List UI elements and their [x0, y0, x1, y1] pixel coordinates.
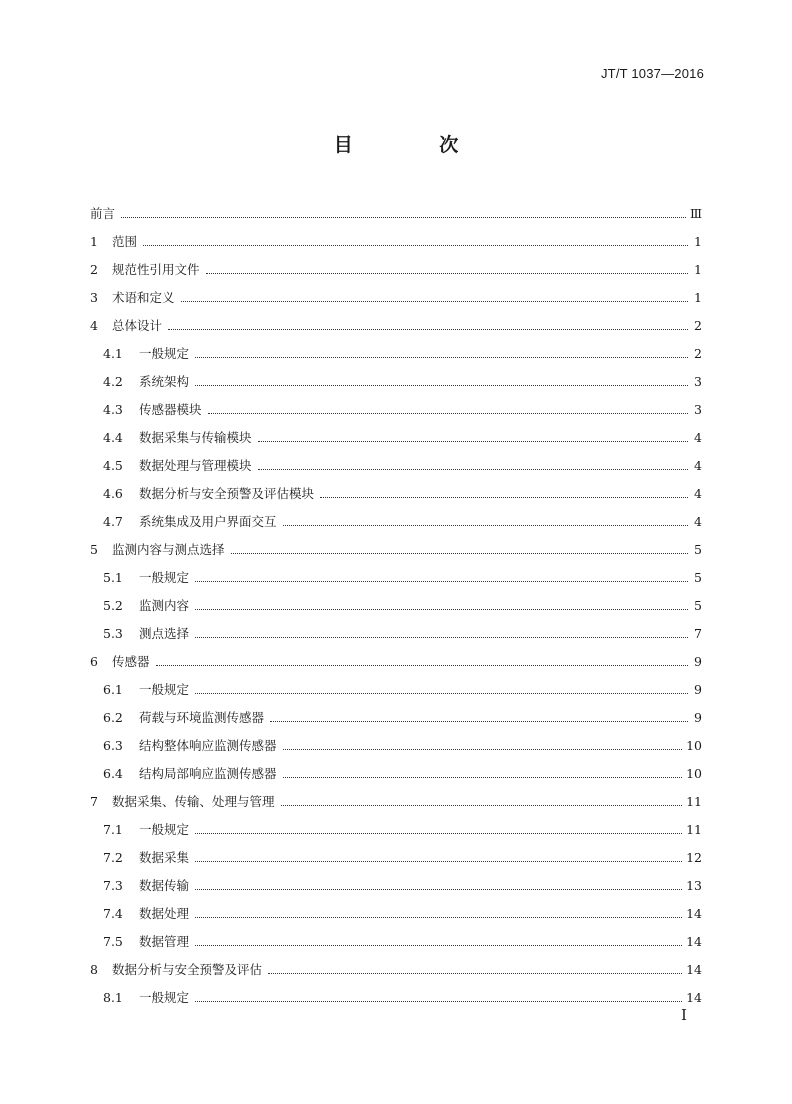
- toc-entry-number: 4.1: [103, 346, 123, 361]
- dot-leader: [320, 497, 688, 498]
- toc-entry-page: 11: [686, 794, 702, 809]
- dot-leader: [195, 833, 682, 834]
- toc-entry[interactable]: [90, 334, 702, 362]
- toc-entry-number: 3: [90, 290, 98, 305]
- toc-entry-label: 传感器: [112, 654, 150, 669]
- dot-leader: [195, 945, 682, 946]
- toc-entry[interactable]: [90, 306, 702, 334]
- toc-entry[interactable]: [90, 754, 702, 782]
- toc-entry-page: 3: [694, 374, 702, 389]
- toc-entry[interactable]: [90, 642, 702, 670]
- toc-entry-number: 5: [90, 542, 98, 557]
- dot-leader: [195, 861, 682, 862]
- dot-leader: [258, 469, 688, 470]
- toc-entry-label: 监测内容与测点选择: [112, 542, 225, 557]
- toc-entry[interactable]: [90, 390, 702, 418]
- toc-entry-number: 7: [90, 794, 98, 809]
- dot-leader: [195, 609, 688, 610]
- toc-entry-label: 传感器模块: [139, 402, 202, 417]
- toc-entry-label: 数据分析与安全预警及评估: [112, 962, 263, 977]
- dot-leader: [195, 581, 688, 582]
- toc-entry[interactable]: [90, 418, 702, 446]
- toc-entry-page: 13: [686, 878, 702, 893]
- toc-entry[interactable]: [90, 810, 702, 838]
- toc-entry-page: 5: [694, 542, 702, 557]
- dot-leader: [156, 665, 688, 666]
- toc-entry-number: 6.2: [103, 710, 123, 725]
- toc-entry-label: 荷载与环境监测传感器: [139, 710, 265, 725]
- toc-entry[interactable]: [90, 446, 702, 474]
- toc-entry-number: 8.1: [103, 990, 123, 1005]
- toc-entry-page: 9: [694, 710, 702, 725]
- toc-entry-label: 一般规定: [139, 682, 190, 697]
- standard-code: JT/T 1037—2016: [600, 66, 704, 81]
- dot-leader: [195, 889, 682, 890]
- toc-entry-page: 10: [686, 738, 702, 753]
- toc-entry-page: 1: [694, 262, 702, 277]
- dot-leader: [258, 441, 688, 442]
- toc-entry[interactable]: [90, 614, 702, 642]
- toc-entry-number: 5.2: [103, 598, 123, 613]
- toc-entry-label: 一般规定: [139, 990, 190, 1005]
- dot-leader: [208, 413, 688, 414]
- dot-leader: [181, 301, 688, 302]
- toc-entry-label: 前言: [90, 206, 116, 221]
- dot-leader: [268, 973, 682, 974]
- toc-entry-page: 1: [694, 290, 702, 305]
- toc-entry-page: 14: [686, 990, 702, 1005]
- toc-entry[interactable]: [90, 222, 702, 250]
- toc-entry-number: 4.6: [103, 486, 123, 501]
- toc-entry-label: 结构整体响应监测传感器: [139, 738, 277, 753]
- toc-entry-page: 4: [694, 486, 702, 501]
- toc-entry-label: 术语和定义: [112, 290, 175, 305]
- toc-entry-page: 7: [694, 626, 702, 641]
- toc-entry-label: 结构局部响应监测传感器: [139, 766, 277, 781]
- toc-entry-number: 6: [90, 654, 98, 669]
- toc-entry-label: 数据管理: [139, 934, 190, 949]
- toc-entry-label: 规范性引用文件: [112, 262, 200, 277]
- toc-entry-number: 4.7: [103, 514, 123, 529]
- dot-leader: [195, 357, 688, 358]
- toc-entry-page: 12: [686, 850, 702, 865]
- dot-leader: [283, 749, 683, 750]
- toc-entry-page: 10: [686, 766, 702, 781]
- toc-entry-page: Ⅲ: [689, 206, 702, 221]
- dot-leader: [195, 637, 688, 638]
- toc-entry-number: 6.3: [103, 738, 123, 753]
- toc-entry[interactable]: [90, 362, 702, 390]
- toc-entry-label: 数据处理与管理模块: [139, 458, 252, 473]
- toc-entry-label: 一般规定: [139, 346, 190, 361]
- toc-entry[interactable]: [90, 586, 702, 614]
- dot-leader: [168, 329, 688, 330]
- table-of-contents: [90, 194, 702, 1006]
- toc-entry-label: 一般规定: [139, 570, 190, 585]
- toc-entry[interactable]: [90, 278, 702, 306]
- toc-entry-number: 1: [90, 234, 98, 249]
- dot-leader: [143, 245, 688, 246]
- toc-entry-page: 14: [686, 934, 702, 949]
- toc-entry[interactable]: [90, 670, 702, 698]
- toc-entry-number: 4.3: [103, 402, 123, 417]
- toc-entry-page: 1: [694, 234, 702, 249]
- toc-entry-number: 7.4: [103, 906, 123, 921]
- toc-entry-number: 4.2: [103, 374, 123, 389]
- toc-entry-label: 测点选择: [139, 626, 190, 641]
- toc-entry-label: 数据传输: [139, 878, 190, 893]
- dot-leader: [195, 917, 682, 918]
- toc-entry[interactable]: [90, 838, 702, 866]
- toc-entry-label: 数据处理: [139, 906, 190, 921]
- dot-leader: [270, 721, 688, 722]
- toc-entry[interactable]: [90, 558, 702, 586]
- toc-entry-label: 系统架构: [139, 374, 190, 389]
- toc-entry[interactable]: [90, 194, 702, 222]
- toc-entry-label: 数据采集、传输、处理与管理: [112, 794, 275, 809]
- toc-entry-page: 5: [694, 598, 702, 613]
- toc-entry-number: 6.4: [103, 766, 123, 781]
- dot-leader: [121, 217, 686, 218]
- toc-entry-number: 7.5: [103, 934, 123, 949]
- page-number: I: [681, 1006, 687, 1024]
- dot-leader: [195, 1001, 682, 1002]
- toc-entry-label: 范围: [112, 234, 138, 249]
- toc-entry[interactable]: [90, 950, 702, 978]
- toc-entry[interactable]: [90, 530, 702, 558]
- toc-entry[interactable]: [90, 698, 702, 726]
- dot-leader: [283, 525, 688, 526]
- toc-entry-label: 总体设计: [112, 318, 163, 333]
- toc-entry-label: 数据采集与传输模块: [139, 430, 252, 445]
- toc-entry-number: 6.1: [103, 682, 123, 697]
- toc-entry-label: 数据采集: [139, 850, 190, 865]
- toc-entry[interactable]: [90, 894, 702, 922]
- toc-entry[interactable]: [90, 866, 702, 894]
- toc-entry-page: 9: [694, 682, 702, 697]
- toc-entry[interactable]: [90, 502, 702, 530]
- dot-leader: [231, 553, 688, 554]
- toc-entry[interactable]: [90, 922, 702, 950]
- toc-entry-number: 5.1: [103, 570, 123, 585]
- page-title: 目 次: [333, 134, 499, 156]
- toc-entry-page: 4: [694, 458, 702, 473]
- toc-entry-page: 2: [694, 318, 702, 333]
- toc-entry-number: 4.5: [103, 458, 123, 473]
- toc-entry-page: 9: [694, 654, 702, 669]
- toc-entry-number: 8: [90, 962, 98, 977]
- toc-entry[interactable]: [90, 250, 702, 278]
- toc-entry-page: 14: [686, 906, 702, 921]
- toc-entry-number: 2: [90, 262, 98, 277]
- toc-entry[interactable]: [90, 474, 702, 502]
- toc-entry-number: 5.3: [103, 626, 123, 641]
- dot-leader: [283, 777, 683, 778]
- toc-entry-page: 2: [694, 346, 702, 361]
- toc-entry-page: 3: [694, 402, 702, 417]
- toc-entry-label: 监测内容: [139, 598, 190, 613]
- toc-entry-page: 14: [686, 962, 702, 977]
- toc-entry-label: 系统集成及用户界面交互: [139, 514, 277, 529]
- toc-entry-number: 4: [90, 318, 98, 333]
- toc-entry-number: 7.3: [103, 878, 123, 893]
- toc-entry-label: 一般规定: [139, 822, 190, 837]
- toc-entry[interactable]: [90, 978, 702, 1006]
- dot-leader: [195, 693, 688, 694]
- toc-entry-number: 4.4: [103, 430, 123, 445]
- toc-entry-number: 7.1: [103, 822, 123, 837]
- dot-leader: [195, 385, 688, 386]
- toc-entry-label: 数据分析与安全预警及评估模块: [139, 486, 315, 501]
- toc-entry-number: 7.2: [103, 850, 123, 865]
- toc-entry[interactable]: [90, 726, 702, 754]
- toc-entry-page: 4: [694, 430, 702, 445]
- toc-entry-page: 11: [686, 822, 702, 837]
- dot-leader: [206, 273, 688, 274]
- toc-entry[interactable]: [90, 782, 702, 810]
- toc-entry-page: 4: [694, 514, 702, 529]
- dot-leader: [281, 805, 683, 806]
- toc-entry-page: 5: [694, 570, 702, 585]
